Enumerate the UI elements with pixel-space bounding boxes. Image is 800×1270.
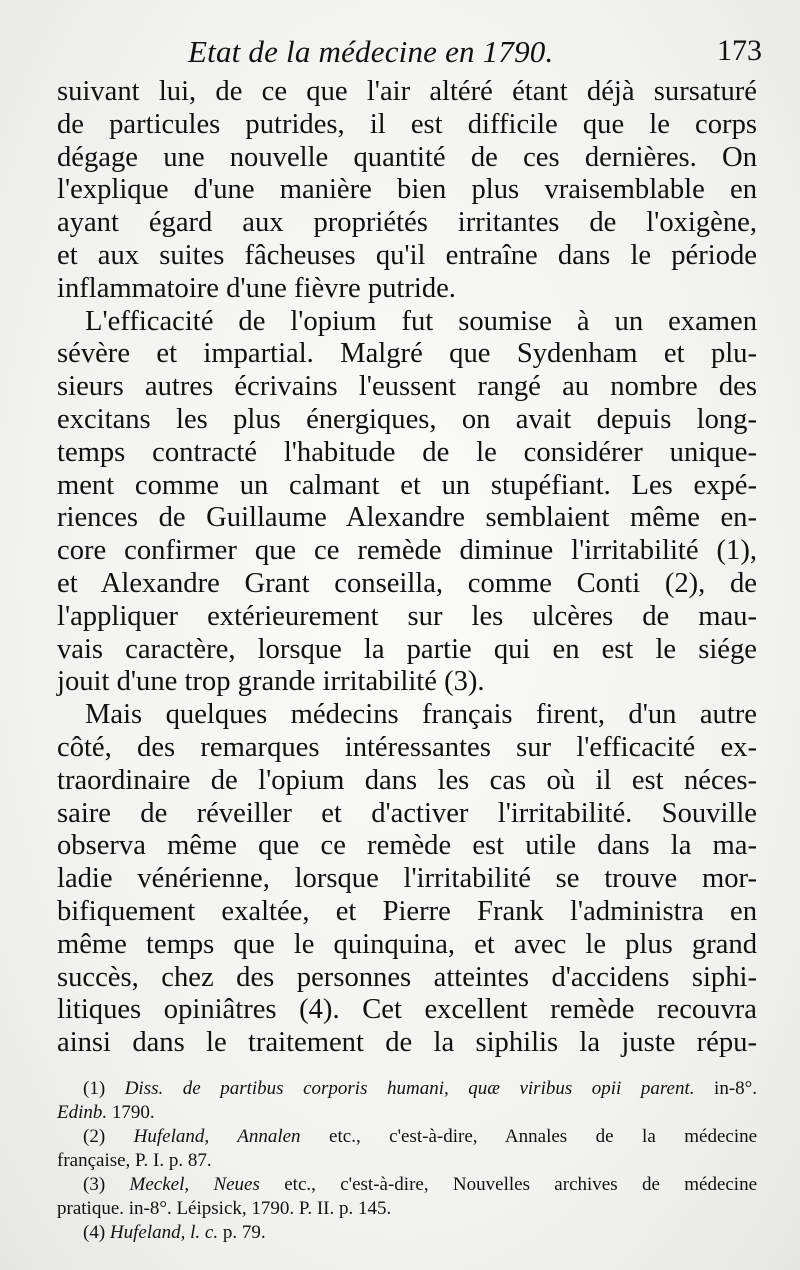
footnote-text: in-8°. xyxy=(714,1078,758,1099)
footnote-1 xyxy=(57,1077,757,1101)
footnote-citation: Meckel, Neues xyxy=(129,1174,260,1195)
text-line: observa même que ce remède est utile dans la ma- xyxy=(57,830,757,862)
text-line: dégage une nouvelle quantité de ces dernières. On xyxy=(57,141,757,173)
footnote-text: etc., c'est-à-dire, Annales de la médecine xyxy=(329,1126,758,1147)
footnote-citation: Hufeland, l. c. xyxy=(109,1222,219,1243)
footnote-number: (3) xyxy=(83,1174,106,1195)
text-line: excitans les plus énergiques, on avait depuis long- xyxy=(57,403,757,435)
footnote-number: (1) xyxy=(83,1078,106,1099)
text-line: ainsi dans le traitement de la siphilis la juste répu- xyxy=(57,1027,757,1059)
text-line: Mais quelques médecins français firent, d'un autre xyxy=(85,699,757,731)
text-line: suivant lui, de ce que l'air altéré étant déjà sursaturé xyxy=(57,76,757,107)
text-line: de particules putrides, il est difficile que le corps xyxy=(57,108,757,140)
text-line: riences de Guillaume Alexandre semblaient même en- xyxy=(57,502,757,534)
text-line: inflammatoire d'une fièvre putride. xyxy=(57,272,456,304)
text-line: ayant égard aux propriétés irritantes de l'oxigène, xyxy=(57,207,757,239)
text-line: sieurs autres écrivains l'eussent rangé au nombre des xyxy=(57,371,757,403)
text-line: l'appliquer extérieurement sur les ulcères de mau- xyxy=(57,600,757,632)
footnote-text: pratique. in-8°. Léipsick, 1790. P. II. p. 145. xyxy=(57,1198,392,1219)
footnote-citation: Diss. de partibus corporis humani, quæ viribus opii parent. xyxy=(124,1078,695,1099)
text-line: sévère et impartial. Malgré que Sydenham et plu- xyxy=(57,338,757,370)
text-line: jouit d'une trop grande irritabilité (3). xyxy=(57,666,485,698)
footnote-3 xyxy=(57,1173,757,1197)
footnote-number: (4) xyxy=(83,1222,106,1243)
footnote-number: (2) xyxy=(83,1126,106,1147)
text-line: core confirmer que ce remède diminue l'irritabilité (1), xyxy=(57,535,757,567)
text-line: bifiquement exaltée, et Pierre Frank l'administra en xyxy=(57,895,757,927)
footnote-text: 1790. xyxy=(111,1102,155,1123)
text-line: L'efficacité de l'opium fut soumise à un examen xyxy=(85,305,757,337)
footnote-text: p. 79. xyxy=(222,1222,266,1243)
footnote-4 xyxy=(57,1221,757,1245)
text-line: traordinaire de l'opium dans les cas où il est néces- xyxy=(57,764,757,796)
footnote-2 xyxy=(57,1125,757,1149)
footnote-1-continued xyxy=(57,1101,757,1125)
footnote-text: etc., c'est-à-dire, Nouvelles archives de médecine xyxy=(284,1174,758,1195)
footnote-3-continued xyxy=(57,1197,757,1221)
text-line: vais caractère, lorsque la partie qui en est le siége xyxy=(57,633,757,665)
text-line: et aux suites fâcheuses qu'il entraîne dans le période xyxy=(57,239,757,271)
text-line: succès, chez des personnes atteintes d'accidens siphi- xyxy=(57,961,757,993)
text-line: l'explique d'une manière bien plus vraisemblable en xyxy=(57,174,757,206)
body-text xyxy=(57,76,757,1060)
text-line: ment comme un calmant et un stupéfiant. Les expé- xyxy=(57,469,757,501)
text-line: côté, des remarques intéressantes sur l'efficacité ex- xyxy=(57,731,757,763)
text-line: temps contracté l'habitude de le considérer unique- xyxy=(57,436,757,468)
footnote-citation: Hufeland, Annalen xyxy=(133,1126,301,1147)
footnote-citation: Edinb. xyxy=(57,1102,108,1123)
text-line: même temps que le quinquina, et avec le plus grand xyxy=(57,928,757,960)
text-line: et Alexandre Grant conseilla, comme Conti (2), de xyxy=(57,567,757,599)
text-line: litiques opiniâtres (4). Cet excellent remède recouvra xyxy=(57,994,757,1026)
footnote-text: française, P. I. p. 87. xyxy=(57,1150,212,1171)
text-line: saire de réveiller et d'activer l'irritabilité. Souville xyxy=(57,797,757,829)
text-line: ladie vénérienne, lorsque l'irritabilité se trouve mor- xyxy=(57,863,757,895)
footnotes xyxy=(57,1077,757,1245)
footnote-2-continued xyxy=(57,1149,757,1173)
page-header xyxy=(50,34,762,78)
page-number: 173 xyxy=(717,34,762,67)
running-title: Etat de la médecine en 1790. xyxy=(188,34,554,69)
